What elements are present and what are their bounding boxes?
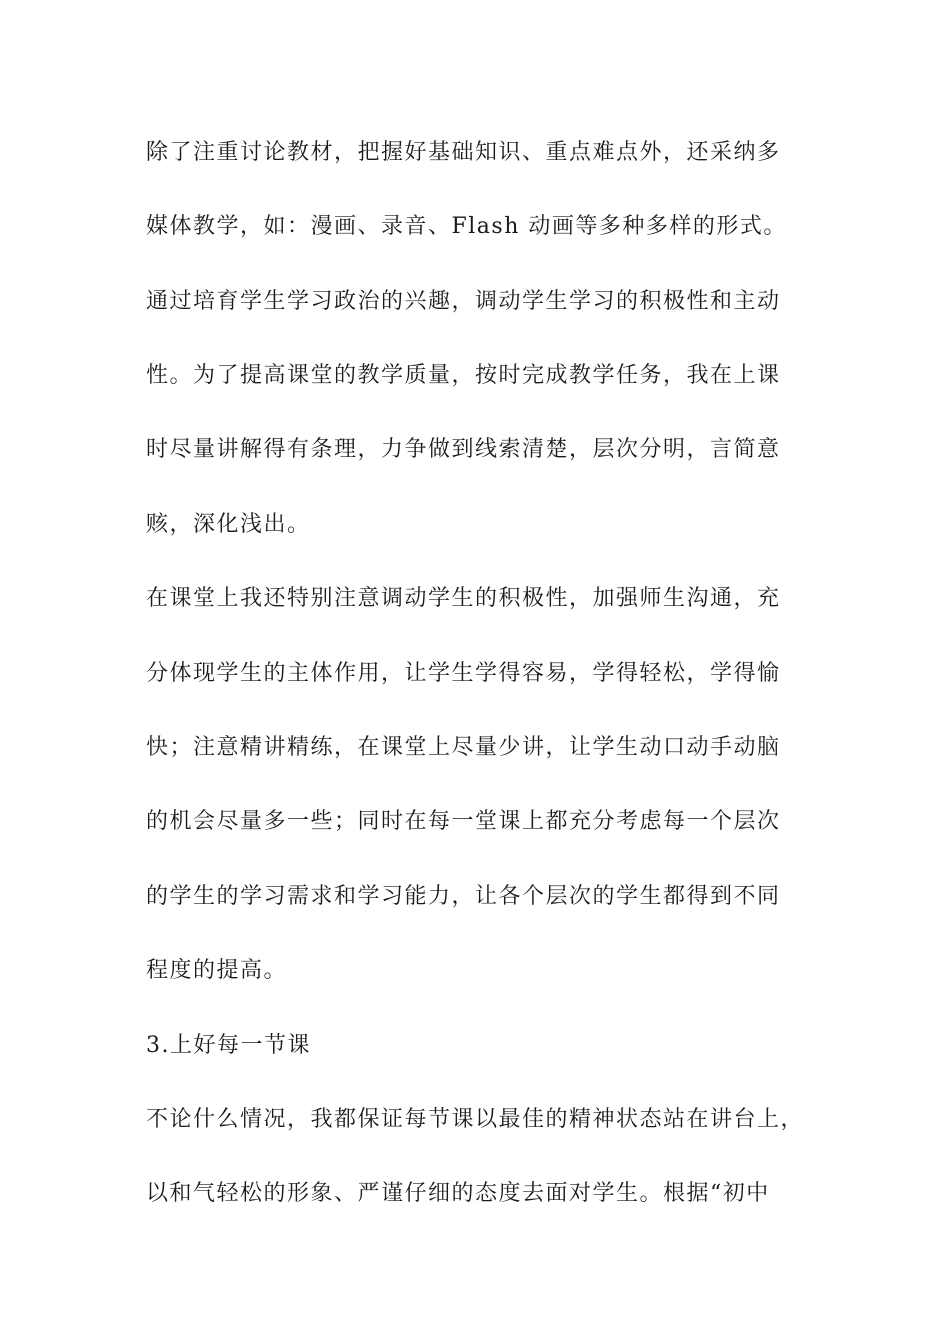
text-line: 分体现学生的主体作用，让学生学得容易，学得轻松，学得愉 [146, 661, 781, 686]
text-line: 程度的提高。 [146, 958, 288, 983]
text-line: 除了注重讨论教材，把握好基础知识、重点难点外，还采纳多 [146, 140, 781, 165]
text-line: 的机会尽量多一些；同时在每一堂课上都充分考虑每一个层次 [146, 809, 781, 834]
text-line: 媒体教学，如：漫画、录音、Flash 动画等多种多样的形式。 [146, 214, 787, 239]
text-line: 在课堂上我还特别注意调动学生的积极性，加强师生沟通，充 [146, 586, 781, 611]
section-heading: 3.上好每一节课 [146, 1033, 311, 1058]
text-line: 快；注意精讲精练，在课堂上尽量少讲，让学生动口动手动脑 [146, 735, 781, 760]
text-line: 的学生的学习需求和学习能力，让各个层次的学生都得到不同 [146, 884, 781, 909]
text-line: 以和气轻松的形象、严谨仔细的态度去面对学生。根据“初中 [146, 1181, 770, 1206]
text-line: 不论什么情况，我都保证每节课以最佳的精神状态站在讲台上， [146, 1107, 805, 1132]
text-line: 赅，深化浅出。 [146, 512, 311, 537]
text-line: 通过培育学生学习政治的兴趣，调动学生学习的积极性和主动 [146, 289, 781, 314]
text-line: 时尽量讲解得有条理，力争做到线索清楚，层次分明，言简意 [146, 437, 781, 462]
text-line: 性。为了提高课堂的教学质量，按时完成教学任务，我在上课 [146, 363, 781, 388]
